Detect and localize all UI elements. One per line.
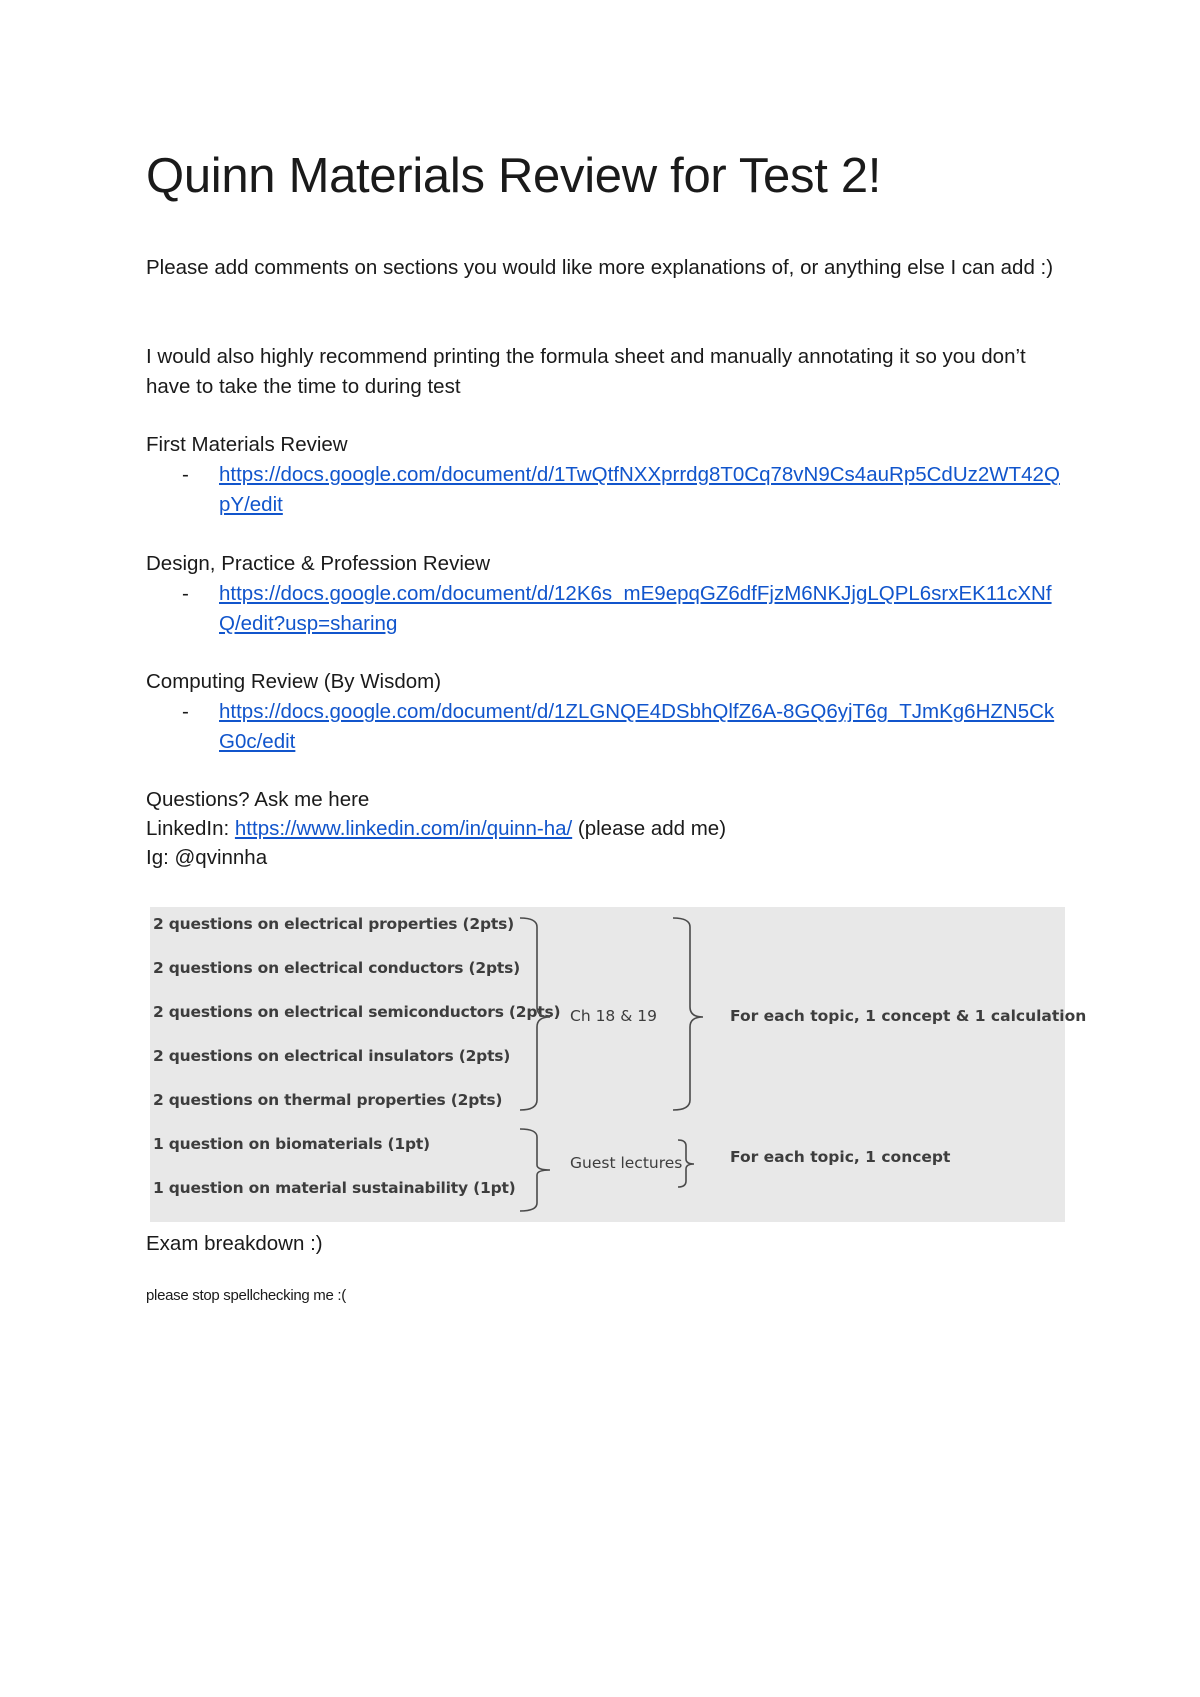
exam-breakdown-image (150, 907, 1087, 1222)
bracket-group-1 (520, 918, 550, 1110)
group-1-label: Ch 18 & 19 (570, 1007, 657, 1025)
figure-caption: Exam breakdown :) (146, 1232, 323, 1255)
document-title: Quinn Materials Review for Test 2! (146, 149, 882, 203)
first-materials-review-link[interactable]: https://docs.google.com/document/d/1TwQtfNXXprrdg8T0Cq78vN9Cs4auRp5CdUz2WT42QpY/edit (219, 463, 1060, 516)
question-item: 2 questions on electrical semiconductors (2pts) (153, 1003, 561, 1021)
questions-line: Questions? Ask me here (146, 788, 370, 811)
linkedin-note: (please add me) (572, 817, 727, 840)
small-note: please stop spellchecking me :( (146, 1287, 346, 1304)
bullet-dash: - (182, 582, 189, 605)
bracket-lines (150, 907, 1065, 1222)
question-item: 2 questions on electrical insulators (2pts) (153, 1047, 511, 1065)
linkedin-label: LinkedIn: (146, 817, 235, 840)
section-heading-first-materials: First Materials Review (146, 433, 348, 456)
group-2-note: For each topic, 1 concept (730, 1148, 951, 1166)
question-item: 2 questions on electrical conductors (2pts) (153, 959, 521, 977)
group-1-note: For each topic, 1 concept & 1 calculation (730, 1007, 1087, 1025)
intro-paragraph-formula-sheet: I would also highly recommend printing the formula sheet and manually annotating it so you don’t have to take the time to during test (146, 345, 1026, 398)
computing-review-link[interactable]: https://docs.google.com/document/d/1ZLGNQE4DSbhQlfZ6A-8GQ6yjT6g_TJmKg6HZN5CkG0c/edit (219, 700, 1055, 753)
section-heading-design-practice: Design, Practice & Profession Review (146, 552, 491, 575)
bullet-dash: - (182, 463, 189, 486)
design-practice-review-link[interactable]: https://docs.google.com/document/d/12K6s_mE9epqGZ6dfFjzM6NKJjgLQPL6srxEK11cXNfQ/edit?usp=sharing (219, 582, 1052, 635)
section-heading-computing: Computing Review (By Wisdom) (146, 670, 442, 693)
bracket-group-2 (520, 1129, 550, 1211)
intro-paragraph-comments: Please add comments on sections you would like more explanations of, or anything else I can add :) (146, 256, 1054, 279)
bullet-dash: - (182, 700, 189, 723)
question-item: 2 questions on electrical properties (2pts) (153, 915, 514, 933)
linkedin-line (146, 814, 726, 844)
linkedin-link[interactable]: https://www.linkedin.com/in/quinn-ha/ (234, 817, 573, 840)
question-item: 1 question on material sustainability (1pt) (153, 1179, 516, 1197)
instagram-line: Ig: @qvinnha (146, 846, 268, 869)
bracket-group-1-outer (673, 918, 703, 1110)
group-2-label: Guest lectures (570, 1154, 683, 1172)
question-item: 1 question on biomaterials (1pt) (153, 1135, 430, 1153)
question-item: 2 questions on thermal properties (2pts) (153, 1091, 503, 1109)
